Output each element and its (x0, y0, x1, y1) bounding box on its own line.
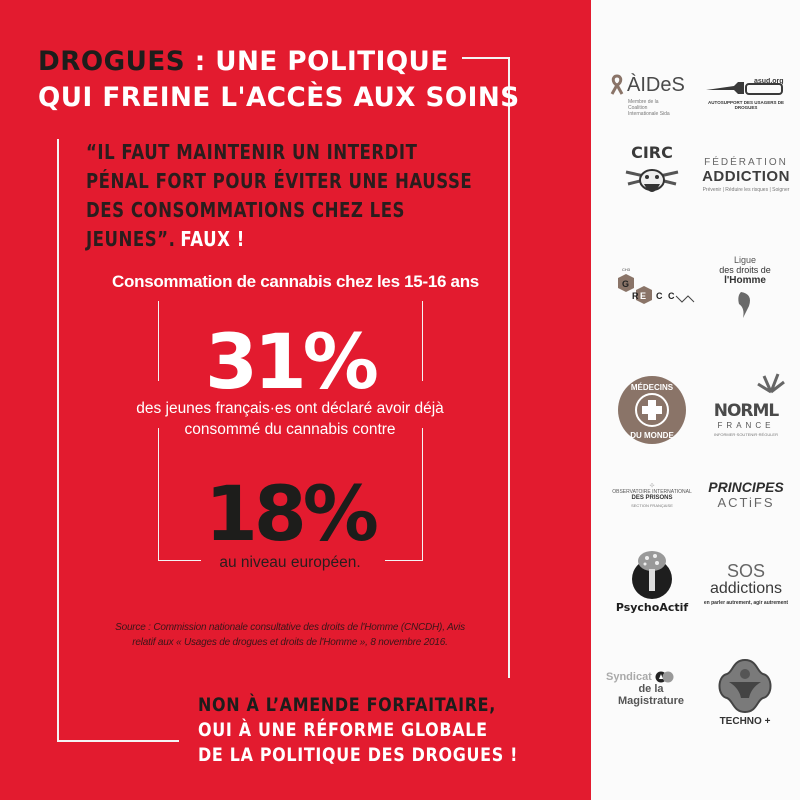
logo-principes-actifs (703, 472, 789, 516)
stat-heading: Consommation de cannabis chez les 15-16 ans (112, 272, 479, 291)
europe-description: au niveau européen. (219, 554, 361, 571)
svg-text:E: E (640, 291, 647, 301)
source-line-1: Source : Commission nationale consultative des droits de l'Homme (CNCDH), Avis (115, 622, 465, 633)
svg-text:C: C (668, 291, 675, 301)
medecins-du-monde-emblem-icon (616, 374, 688, 446)
title-line1-rest: UNE POLITIQUE (215, 46, 449, 77)
ribbon-icon (610, 74, 624, 96)
source-line-2: relatif aux « Usages de drogues et droits de l'Homme », 8 novembre 2016. (132, 637, 448, 648)
svg-text:C: C (656, 291, 663, 301)
techno-plus-emblem-icon (717, 658, 773, 714)
ldh-homme: l'Homme (724, 275, 766, 286)
quote-end: JEUNES”. (86, 227, 176, 251)
aides-tagline: Membre de la Coalition Internationale Sida (628, 98, 670, 117)
syndicat-wordmark: Syndicat (606, 671, 652, 683)
logo-medecins-du-monde (612, 370, 692, 450)
source-citation (0, 620, 580, 650)
logo-psychoactif (610, 545, 694, 617)
title-line-1 (38, 44, 520, 80)
norml-france-label: FRANCE (717, 421, 775, 430)
magistrature-wordmark: de la Magistrature (617, 683, 685, 707)
sos-wordmark: SOS (726, 561, 765, 581)
poster-title (38, 44, 520, 116)
addictions-wordmark: addictions (709, 580, 783, 597)
svg-text:R: R (632, 291, 639, 301)
norml-tagline: INFORMER·SOUTENIR·RÉGULER (713, 432, 778, 437)
magistrature-emblem-icon (654, 671, 674, 683)
title-line-2: QUI FREINE L'ACCÈS AUX SOINS (38, 82, 520, 113)
aides-wordmark: ÀIDeS (627, 73, 685, 96)
circ-wordmark: CIRC (631, 142, 673, 162)
outer-frame-left-line (57, 139, 59, 742)
svg-text:DU MONDE: DU MONDE (630, 431, 674, 440)
federation-label: FÉDÉRATION (704, 157, 788, 168)
oip-emblem-icon: ⊹ (649, 483, 655, 489)
title-separator: : (185, 46, 216, 77)
call-to-action (198, 693, 518, 768)
svg-text:CH3: CH3 (622, 267, 631, 272)
logo-ligue-droits-homme (705, 250, 785, 325)
logo-techno-plus (710, 652, 780, 732)
federation-tagline: Prévenir | Réduire les risques | Soigner (702, 187, 790, 193)
france-description (0, 398, 580, 440)
quote-line-1: “IL FAUT MAINTENIR UN INTERDIT (86, 140, 418, 164)
principes-wordmark: PRINCIPES (708, 478, 784, 495)
techno-plus-wordmark: TECHNO + (719, 715, 771, 727)
logo-observatoire-prisons (610, 475, 694, 515)
addiction-wordmark: ADDICTION (702, 168, 790, 185)
france-percentage: 31% (205, 317, 375, 406)
france-description-line-2: consommé du cannabis contre (184, 421, 396, 438)
svg-text:asud.org: asud.org (754, 78, 784, 85)
title-drogues: DROGUES (38, 46, 186, 77)
quote-line-4 (86, 225, 501, 254)
ldh-profile-icon (735, 290, 755, 320)
psychoactif-wordmark: PsychoActif (615, 600, 689, 614)
syringe-logo-icon (704, 78, 788, 98)
asud-tagline: AUTOSUPPORT DES USAGERS DE DROGUES (708, 100, 784, 110)
france-description-line-1: des jeunes français·es ont déclaré avoir déjà (136, 400, 444, 417)
cta-line-2: OUI À UNE RÉFORME GLOBALE (198, 719, 488, 741)
svg-text:G: G (622, 279, 630, 289)
oip-des-prisons: DES PRISONS (631, 495, 673, 501)
oip-name: OBSERVATOIRE INTERNATIONAL (612, 489, 692, 495)
oip-section: SECTION FRANÇAISE (631, 503, 673, 508)
logo-aides (610, 75, 695, 115)
myth-quote (86, 138, 501, 254)
logo-grecc (605, 262, 697, 312)
molecule-icon (606, 264, 696, 310)
ldh-ligue: Ligue (733, 255, 757, 265)
europe-percentage: 18% (205, 469, 375, 558)
svg-text:MÉDECINS: MÉDECINS (630, 383, 674, 392)
logo-federation-addiction (700, 155, 792, 195)
norml-wordmark: NORML (713, 401, 779, 421)
sos-tagline: en parler autrement, agir autrement (703, 600, 789, 606)
logo-circ (612, 142, 692, 202)
logo-sos-addictions (700, 558, 792, 610)
logo-norml-france (700, 372, 792, 437)
leaf-icon (756, 372, 786, 394)
ldh-des-droits: des droits de (719, 265, 771, 275)
outer-frame-bottom-line (57, 740, 179, 742)
clown-face-icon (622, 162, 682, 202)
verdict-faux: FAUX ! (180, 227, 245, 251)
actifs-wordmark: ACTiFS (717, 494, 775, 510)
mushroom-icon (627, 549, 677, 601)
quote-line-3: DES CONSOMMATIONS CHEZ LES (86, 198, 406, 222)
logo-syndicat-magistrature (606, 672, 696, 706)
logo-asud (700, 76, 792, 112)
quote-line-2: PÉNAL FORT POUR ÉVITER UNE HAUSSE (86, 169, 473, 193)
cta-line-1: NON À L’AMENDE FORFAITAIRE, (198, 694, 496, 716)
cta-line-3: DE LA POLITIQUE DES DROGUES ! (198, 744, 519, 766)
